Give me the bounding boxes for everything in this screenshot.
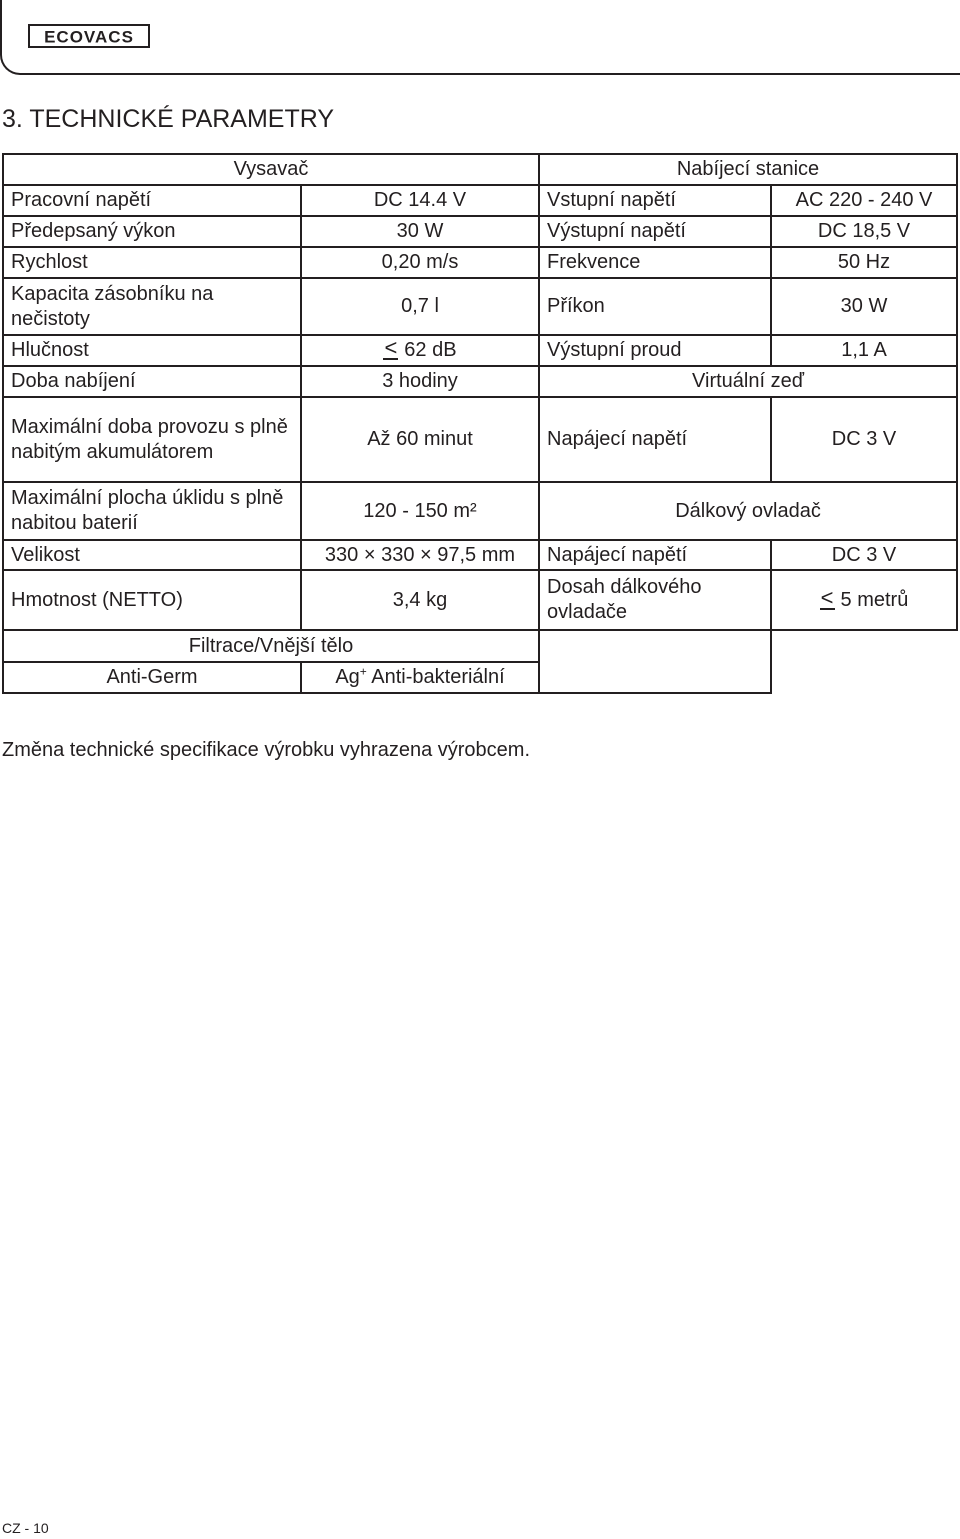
filter-value-superscript: + xyxy=(359,664,367,679)
section-title: 3. TECHNICKÉ PARAMETRY xyxy=(2,105,335,133)
spec-value: 120 - 150 m² xyxy=(301,482,539,540)
spec-label: Výstupní napětí xyxy=(539,216,771,247)
spec-label: Vstupní napětí xyxy=(539,185,771,216)
spec-label: Maximální doba provozu s plně nabitým akumulátorem xyxy=(3,397,301,482)
ecovacs-logo xyxy=(28,24,150,48)
spec-value: 50 Hz xyxy=(771,247,957,278)
spec-value: Až 60 minut xyxy=(301,397,539,482)
spec-label: Předepsaný výkon xyxy=(3,216,301,247)
less-or-equal-icon: < xyxy=(820,584,834,610)
blank-area xyxy=(771,630,957,693)
station-group-header: Nabíjecí stanice xyxy=(539,154,957,185)
spec-value: 3,4 kg xyxy=(301,570,539,630)
spec-label: Výstupní proud xyxy=(539,335,771,366)
filter-header: Filtrace/Vnější tělo xyxy=(3,630,539,662)
virtual-wall-subheader: Virtuální zeď xyxy=(539,366,957,397)
spec-value: 0,20 m/s xyxy=(301,247,539,278)
spec-value: 330 × 330 × 97,5 mm xyxy=(301,540,539,570)
spec-label: Kapacita zásobníku na nečistoty xyxy=(3,278,301,335)
table-row xyxy=(3,247,957,278)
spec-value: AC 220 - 240 V xyxy=(771,185,957,216)
spec-value: 0,7 l xyxy=(301,278,539,335)
spec-label: Napájecí napětí xyxy=(539,540,771,570)
spec-label: Dosah dálkového ovladače xyxy=(539,570,771,630)
table-row xyxy=(3,278,957,335)
table-row xyxy=(3,630,957,662)
svg-text:ECOVACS: ECOVACS xyxy=(44,27,134,47)
spec-label: Maximální plocha úklidu s plně nabitou baterií xyxy=(3,482,301,540)
spec-label: Rychlost xyxy=(3,247,301,278)
table-row xyxy=(3,154,957,185)
table-row xyxy=(3,397,957,482)
spec-value: 1,1 A xyxy=(771,335,957,366)
table-row xyxy=(3,366,957,397)
table-row xyxy=(3,540,957,570)
spec-value: 3 hodiny xyxy=(301,366,539,397)
table-row xyxy=(3,570,957,630)
page-number: CZ - 10 xyxy=(2,1520,49,1536)
spec-label: Frekvence xyxy=(539,247,771,278)
spec-value: 5 metrů xyxy=(840,588,909,611)
spec-label: Velikost xyxy=(3,540,301,570)
spec-label: Pracovní napětí xyxy=(3,185,301,216)
spec-label: Hlučnost xyxy=(3,335,301,366)
disclaimer-note: Změna technické specifikace výrobku vyhrazena výrobcem. xyxy=(2,739,531,761)
spec-value: 30 W xyxy=(771,278,957,335)
spec-label: Hmotnost (NETTO) xyxy=(3,570,301,630)
remote-control-subheader: Dálkový ovladač xyxy=(539,482,957,540)
spec-value: 30 W xyxy=(301,216,539,247)
spec-value: DC 18,5 V xyxy=(771,216,957,247)
filter-value-cell xyxy=(301,662,539,693)
spec-label: Doba nabíjení xyxy=(3,366,301,397)
spec-value: DC 3 V xyxy=(771,397,957,482)
technical-parameters-table xyxy=(2,153,958,694)
empty-cell xyxy=(539,630,771,693)
table-row xyxy=(3,482,957,540)
table-row xyxy=(3,335,957,366)
filter-label: Anti-Germ xyxy=(3,662,301,693)
spec-label: Napájecí napětí xyxy=(539,397,771,482)
spec-value: DC 3 V xyxy=(771,540,957,570)
spec-label: Příkon xyxy=(539,278,771,335)
vacuum-group-header: Vysavač xyxy=(3,154,539,185)
less-or-equal-icon: < xyxy=(384,335,398,360)
spec-value: 62 dB xyxy=(404,339,457,361)
table-row xyxy=(3,216,957,247)
table-row xyxy=(3,185,957,216)
spec-value: DC 14.4 V xyxy=(301,185,539,216)
filter-value: Ag xyxy=(335,666,360,688)
spec-value-cell xyxy=(771,570,957,630)
filter-value-rest: Anti-bakteriální xyxy=(366,666,505,688)
spec-value-cell xyxy=(301,335,539,366)
